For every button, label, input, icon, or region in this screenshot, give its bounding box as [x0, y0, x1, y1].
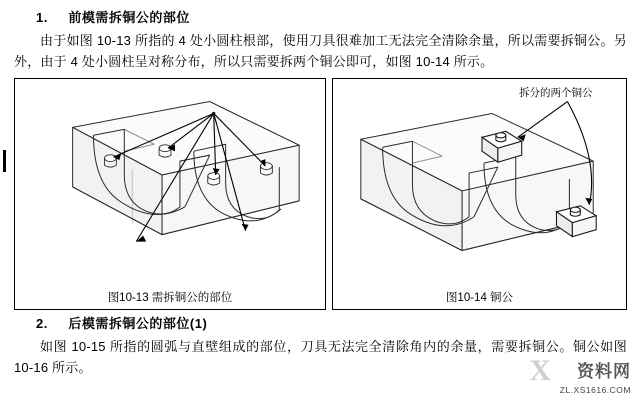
figure-10-13 — [14, 78, 326, 310]
figure-10-14-drawing — [333, 79, 626, 283]
figure-row — [14, 78, 627, 310]
watermark-title: 资料网 — [577, 362, 631, 381]
watermark-subtitle: ZL.XS1616.COM — [559, 385, 631, 395]
figure-10-13-caption: 图10-13 需拆铜公的部位 — [107, 292, 233, 304]
figure-10-13-drawing — [15, 79, 325, 283]
section-title-2: 后模需拆铜公的部位(1) — [68, 316, 208, 331]
section-heading-1 — [36, 8, 627, 28]
paragraph-2: 如图 10-15 所指的圆弧与直壁组成的部位，刀具无法完全清除角内的余量，需要拆铜公。铜公如图 10-16 所示。 — [14, 339, 627, 375]
paragraph-1: 由于如图 10-13 所指的 4 处小圆柱根部，使用刀具很难加工无法完全清除余量，所以需要拆铜公。另外，由于 4 处小圆柱呈对称分布，所以只需要拆两个铜公即可，如图 10-14 所示。 — [14, 33, 627, 69]
bottom-block — [14, 314, 627, 378]
figure-10-14 — [332, 78, 627, 310]
annotation-electrodes: 拆分的两个铜公 — [519, 87, 593, 99]
section-title-1: 前模需拆铜公的部位 — [68, 10, 190, 25]
margin-marker — [3, 150, 6, 172]
figure-10-14-caption: 图10-14 铜公 — [445, 292, 514, 304]
watermark-glyph: X — [529, 354, 551, 387]
section-heading-2 — [36, 314, 627, 334]
section-number-2: 2. — [36, 316, 48, 331]
section-number-1: 1. — [36, 10, 48, 25]
